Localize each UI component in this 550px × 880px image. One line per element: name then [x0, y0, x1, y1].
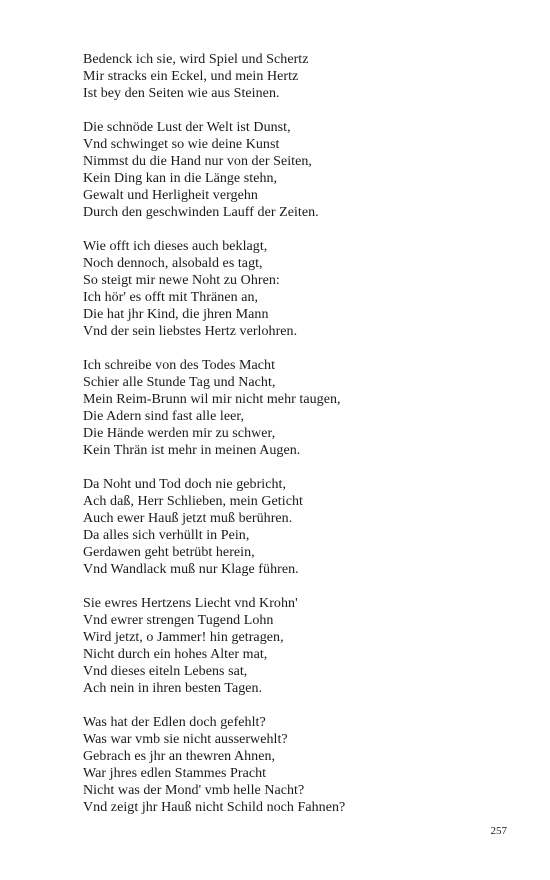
verse-line: Die schnöde Lust der Welt ist Dunst,	[83, 120, 291, 135]
verse-line: Noch dennoch, alsobald es tagt,	[83, 256, 263, 271]
verse-line: Die Adern sind fast alle leer,	[83, 409, 245, 424]
stanza	[83, 476, 523, 578]
verse-line: Was war vmb sie nicht ausserwehlt?	[83, 732, 288, 747]
verse-line: Mein Reim-Brunn wil mir nicht mehr taugen,	[83, 392, 341, 407]
verse-line: Vnd der sein liebstes Hertz verlohren.	[83, 324, 298, 339]
verse-line: Da alles sich verhüllt in Pein,	[83, 528, 250, 543]
verse-line: Ich schreibe von des Todes Macht	[83, 358, 276, 373]
verse-line: Auch ewer Hauß jetzt muß berühren.	[83, 511, 293, 526]
verse-line: So steigt mir newe Noht zu Ohren:	[83, 273, 280, 288]
verse-line: Kein Thrän ist mehr in meinen Augen.	[83, 443, 301, 458]
verse-line: Was hat der Edlen doch gefehlt?	[83, 715, 266, 730]
verse-line: Mir stracks ein Eckel, und mein Hertz	[83, 69, 299, 84]
verse-line: Schier alle Stunde Tag und Nacht,	[83, 375, 276, 390]
verse-line: Gewalt und Herligheit vergehn	[83, 188, 258, 203]
stanza	[83, 357, 523, 459]
verse-line: Vnd zeigt jhr Hauß nicht Schild noch Fahnen?	[83, 800, 346, 815]
verse-line: Vnd schwinget so wie deine Kunst	[83, 137, 280, 152]
stanza	[83, 238, 523, 340]
verse-line: Sie ewres Hertzens Liecht vnd Krohn'	[83, 596, 298, 611]
verse-line: Ach daß, Herr Schlieben, mein Geticht	[83, 494, 303, 509]
poem-text	[83, 51, 523, 833]
verse-line: Da Noht und Tod doch nie gebricht,	[83, 477, 287, 492]
verse-line: Wie offt ich dieses auch beklagt,	[83, 239, 268, 254]
verse-line: Kein Ding kan in die Länge stehn,	[83, 171, 278, 186]
stanza	[83, 714, 523, 816]
stanza	[83, 595, 523, 697]
stanza	[83, 119, 523, 221]
verse-line: Nimmst du die Hand nur von der Seiten,	[83, 154, 312, 169]
verse-line: Ach nein in ihren besten Tagen.	[83, 681, 263, 696]
stanza	[83, 51, 523, 102]
verse-line: Durch den geschwinden Lauff der Zeiten.	[83, 205, 319, 220]
verse-line: Gerdawen geht betrübt herein,	[83, 545, 255, 560]
verse-line: Gebrach es jhr an thewren Ahnen,	[83, 749, 276, 764]
verse-line: Vnd ewrer strengen Tugend Lohn	[83, 613, 274, 628]
verse-line: Die Hände werden mir zu schwer,	[83, 426, 276, 441]
verse-line: Ist bey den Seiten wie aus Steinen.	[83, 86, 280, 101]
verse-line: Vnd dieses eiteln Lebens sat,	[83, 664, 248, 679]
verse-line: Ich hör' es offt mit Thränen an,	[83, 290, 259, 305]
verse-line: Die hat jhr Kind, die jhren Mann	[83, 307, 269, 322]
verse-line: War jhres edlen Stammes Pracht	[83, 766, 267, 781]
verse-line: Nicht durch ein hohes Alter mat,	[83, 647, 268, 662]
verse-line: Bedenck ich sie, wird Spiel und Schertz	[83, 52, 309, 67]
page-number: 257	[490, 825, 507, 837]
verse-line: Wird jetzt, o Jammer! hin getragen,	[83, 630, 284, 645]
verse-line: Nicht was der Mond' vmb helle Nacht?	[83, 783, 305, 798]
verse-line: Vnd Wandlack muß nur Klage führen.	[83, 562, 299, 577]
